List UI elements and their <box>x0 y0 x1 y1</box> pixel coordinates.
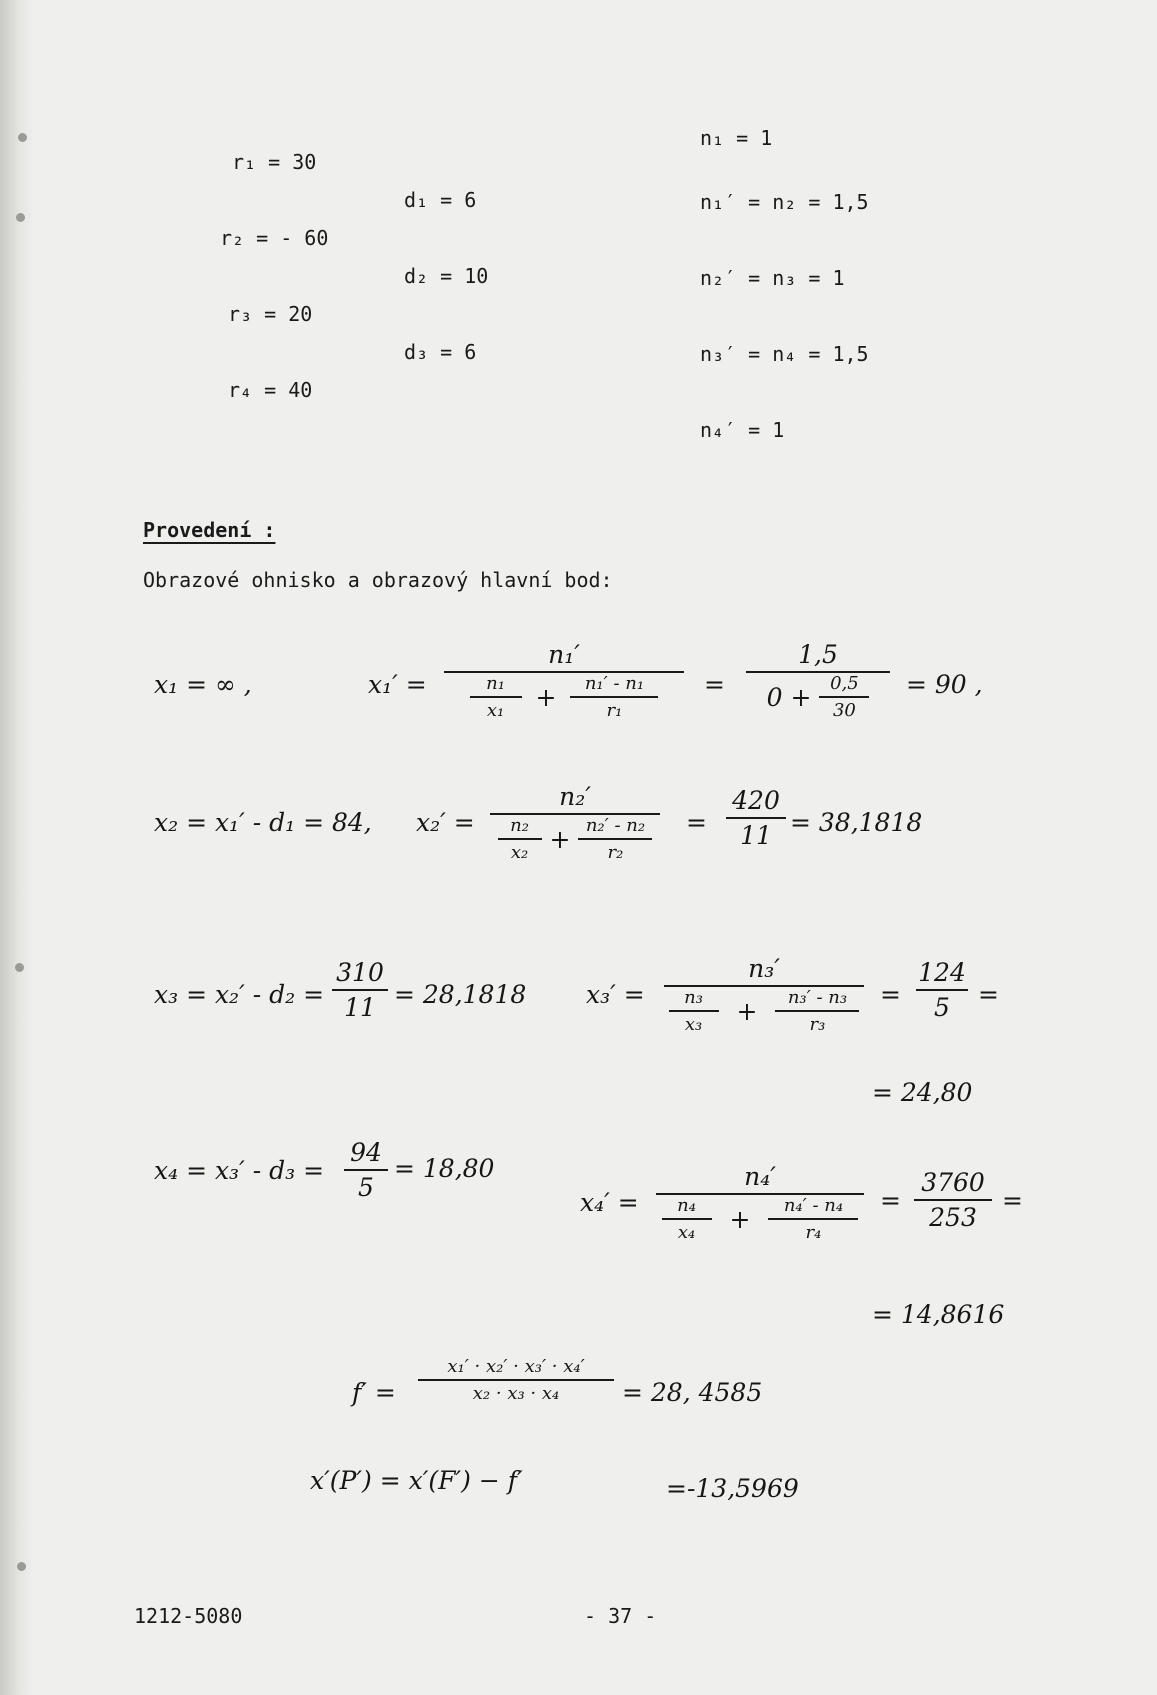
eq3-value-num: 124 <box>918 958 966 987</box>
eq4-value-num: 3760 <box>921 1168 985 1197</box>
distance-d3: d₃ = 6 <box>404 340 477 364</box>
eq1-lhs: x₁′ = <box>368 670 427 699</box>
eq3-plus: + <box>736 996 758 1026</box>
eq1-den-a-num: n₁ <box>486 673 505 694</box>
eq4-left-result: = 18,80 <box>394 1154 495 1183</box>
eq4-left: x₄ = x₃′ - d₃ = <box>154 1156 325 1185</box>
eq1-value-den-left: 0 + <box>766 682 812 712</box>
section-subheading: Obrazové ohnisko a obrazový hlavní bod: <box>143 568 613 592</box>
eq3-numerator: n₃′ <box>748 954 780 983</box>
eq1-den-b-num: n₁′ - n₁ <box>584 673 645 694</box>
eq4-den-b-den: r₄ <box>805 1222 822 1243</box>
eq1-fraction <box>444 640 684 721</box>
eq4-left-den: 5 <box>358 1173 374 1202</box>
eq3-left-num: 310 <box>336 958 384 987</box>
eq4-tail: = <box>1002 1186 1023 1215</box>
eq4-den-a-den: x₄ <box>677 1222 696 1243</box>
eq2-plus: + <box>549 824 571 854</box>
eq4-lhs: x₄′ = <box>580 1188 639 1217</box>
eq3-left-fraction <box>332 958 388 1022</box>
page-number: - 37 - <box>584 1604 657 1628</box>
index-n1p: n₁′ = n₂ = 1,5 <box>700 190 869 214</box>
eq1-value-den-num: 0,5 <box>830 673 859 694</box>
focal-lhs: f′ = <box>352 1378 396 1407</box>
eq2-denominator <box>498 815 653 863</box>
focal-fraction <box>418 1356 614 1404</box>
eq2-result: = 38,1818 <box>790 808 923 837</box>
index-n3p: n₃′ = n₄ = 1,5 <box>700 342 869 366</box>
eq1-denominator <box>470 673 659 721</box>
eq4-den-b-num: n₄′ - n₄ <box>783 1195 844 1216</box>
eq2-eq: = <box>686 808 707 837</box>
eq3-den-a-num: n₃ <box>684 987 703 1008</box>
focal-denominator: x₂ · x₃ · x₄ <box>472 1383 560 1404</box>
focal-result: = 28, 4585 <box>622 1378 763 1407</box>
distance-d2: d₂ = 10 <box>404 264 489 288</box>
eq1-value <box>746 640 890 721</box>
eq2-numerator: n₂′ <box>559 782 591 811</box>
eq4-value <box>914 1168 992 1232</box>
focal-numerator: x₁′ · x₂′ · x₃′ · x₄′ <box>447 1356 585 1377</box>
eq2-fraction <box>490 782 660 863</box>
principal-result: =-13,5969 <box>666 1474 799 1503</box>
eq1-value-den <box>767 673 870 721</box>
eq4-result: = 14,8616 <box>872 1300 1005 1329</box>
eq3-den-b-num: n₃′ - n₃ <box>787 987 848 1008</box>
eq3-denominator <box>669 987 860 1035</box>
distance-d1: d₁ = 6 <box>404 188 477 212</box>
eq2-den-a-den: x₂ <box>510 842 529 863</box>
eq1-left: x₁ = ∞ , <box>154 670 252 699</box>
eq1-result: = 90 , <box>906 670 983 699</box>
footer-code: 1212-5080 <box>134 1604 243 1628</box>
index-n2p: n₂′ = n₃ = 1 <box>700 266 845 290</box>
eq2-den-b-den: r₂ <box>607 842 624 863</box>
page-edge-shadow <box>0 0 34 1695</box>
eq4-den-a-num: n₄ <box>677 1195 696 1216</box>
eq1-value-num: 1,5 <box>798 640 838 669</box>
radius-r2: r₂ = - 60 <box>220 226 329 250</box>
eq4-numerator: n₄′ <box>744 1162 776 1191</box>
punch-hole <box>16 213 25 222</box>
punch-hole <box>17 1562 26 1571</box>
eq2-den-b-num: n₂′ - n₂ <box>585 815 646 836</box>
eq3-left-result: = 28,1818 <box>394 980 527 1009</box>
eq1-value-den-den: 30 <box>832 700 856 721</box>
eq3-fraction <box>664 954 864 1035</box>
eq2-left: x₂ = x₁′ - d₁ = 84, <box>154 808 372 837</box>
eq1-plus: + <box>535 682 557 712</box>
eq3-result: = 24,80 <box>872 1078 973 1107</box>
eq2-value-num: 420 <box>732 786 780 815</box>
eq3-left-den: 11 <box>344 993 376 1022</box>
eq4-eq: = <box>880 1186 901 1215</box>
eq3-den-b-den: r₃ <box>809 1014 826 1035</box>
eq4-value-den: 253 <box>929 1203 977 1232</box>
radius-r1: r₁ = 30 <box>232 150 317 174</box>
eq2-lhs: x₂′ = <box>416 808 475 837</box>
eq4-fraction <box>656 1162 864 1243</box>
eq4-left-fraction <box>344 1138 388 1202</box>
index-n1: n₁ = 1 <box>700 126 773 150</box>
eq2-den-a-num: n₂ <box>510 815 529 836</box>
eq4-denominator <box>662 1195 859 1243</box>
radius-r3: r₃ = 20 <box>228 302 313 326</box>
eq1-eq: = <box>704 670 725 699</box>
principal-text: x′(P′) = x′(F′) − f′ <box>310 1466 523 1495</box>
index-n4p: n₄′ = 1 <box>700 418 785 442</box>
eq3-value <box>916 958 968 1022</box>
section-heading: Provedení : <box>143 518 276 542</box>
eq1-den-b-den: r₁ <box>606 700 623 721</box>
radius-r4: r₄ = 40 <box>228 378 313 402</box>
punch-hole <box>18 133 27 142</box>
eq4-plus: + <box>729 1204 751 1234</box>
eq2-value-den: 11 <box>740 821 772 850</box>
eq2-value <box>726 786 786 850</box>
eq3-lhs: x₃′ = <box>586 980 645 1009</box>
punch-hole <box>15 963 24 972</box>
eq3-den-a-den: x₃ <box>684 1014 703 1035</box>
eq1-numerator: n₁′ <box>548 640 580 669</box>
eq1-den-a-den: x₁ <box>486 700 505 721</box>
eq3-value-den: 5 <box>934 993 950 1022</box>
eq3-eq: = <box>880 980 901 1009</box>
eq3-left: x₃ = x₂′ - d₂ = <box>154 980 325 1009</box>
eq3-tail: = <box>978 980 999 1009</box>
eq4-left-num: 94 <box>350 1138 382 1167</box>
